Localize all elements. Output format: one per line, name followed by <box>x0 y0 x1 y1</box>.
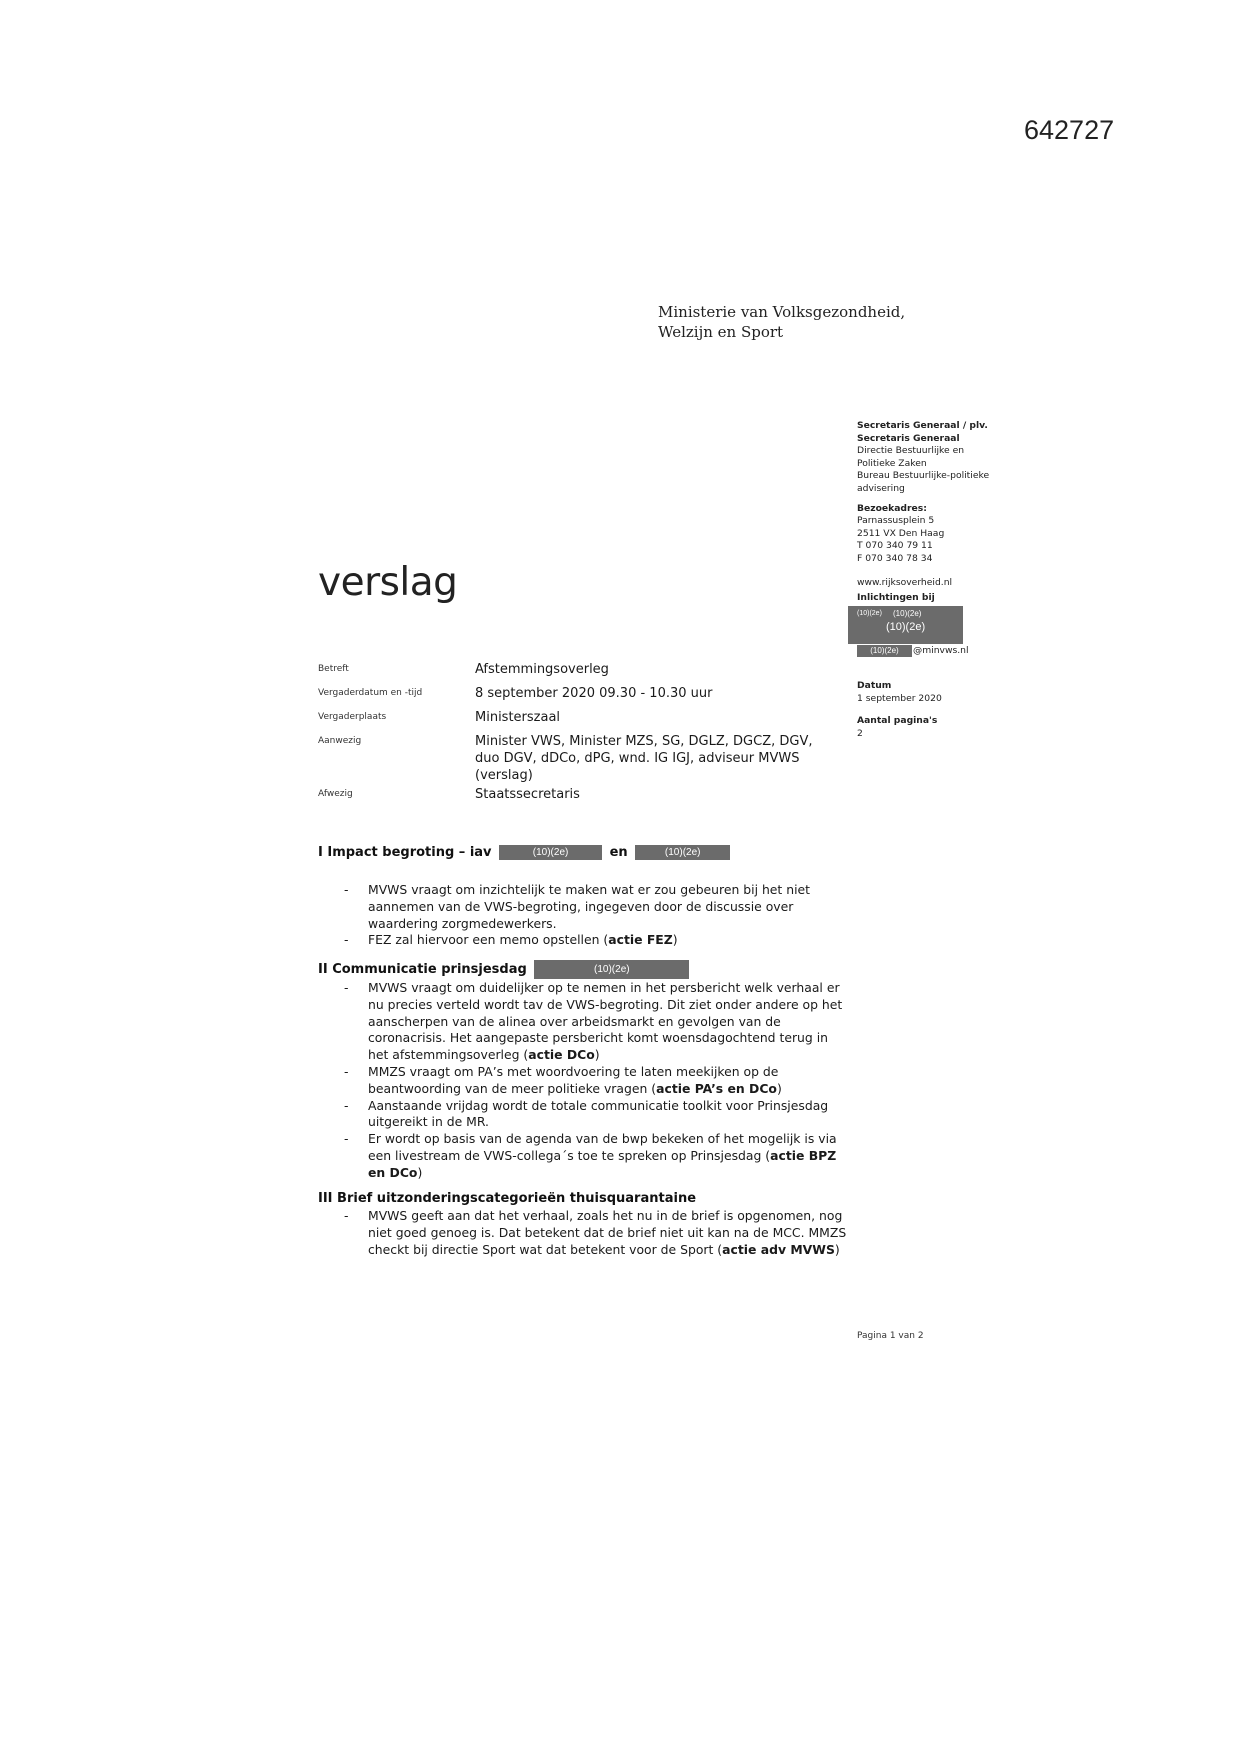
meta-value-present: Minister VWS, Minister MZS, SG, DGLZ, DGCZ, DGV, duo DGV, dDCo, dPG, wnd. IG IGJ, adviseur MVWS (verslag) <box>475 734 813 783</box>
meta-value-location: Ministerszaal <box>475 710 561 725</box>
section-bullets-quarantine <box>340 1208 850 1258</box>
list-item: - Aanstaande vrijdag wordt de totale communicatie toolkit voor Prinsjesdag uitgereikt in de MR. <box>344 1097 829 1130</box>
list-item: - MVWS vraagt om duidelijker op te nemen in het persbericht welk verhaal er nu precies verteld wordt tav de VWS-begroting. Dit ziet onder andere op het aanscherpen van de alinea over arbeidsmarkt en gevolgen van de coronacrisis. Het aangepaste persbericht komt woensdagochtend terug in het afstemmingsoverleg (actie DCo) <box>344 980 843 1063</box>
contact-redaction <box>848 606 963 644</box>
redaction-box: (10)(2e) <box>499 845 602 860</box>
website-link[interactable]: www.rijksoverheid.nl <box>857 576 953 588</box>
email-redaction: (10)(2e) <box>857 645 912 657</box>
section-heading-quarantine <box>318 1191 696 1206</box>
contact-email <box>857 645 969 657</box>
page-number: Pagina 1 van 2 <box>857 1331 924 1341</box>
pages-label: Aantal pagina's <box>857 715 938 727</box>
meta-value-absent: Staatssecretaris <box>475 787 580 802</box>
ministry-line-2: Welzijn en Sport <box>658 323 784 341</box>
pages-value: 2 <box>857 727 863 739</box>
redaction-label: (10)(2e) <box>857 610 882 617</box>
list-item: - MVWS geeft aan dat het verhaal, zoals het nu in de brief is opgenomen, nog niet goed genoeg is. Dat betekent dat de brief niet uit kan na de MCC. MMZS checkt bij directie Sport wat dat betekent voor de Sport (actie adv MVWS) <box>344 1208 847 1257</box>
document-info <box>857 680 1007 740</box>
meta-label-present: Aanwezig <box>318 736 362 746</box>
document-title: verslag <box>318 560 458 605</box>
section-connector: en <box>609 845 628 860</box>
dept-line: Bureau Bestuurlijke-politieke <box>857 470 990 482</box>
dept-line: Directie Bestuurlijke en <box>857 445 965 457</box>
dept-line: Politieke Zaken <box>857 457 927 469</box>
section-title: III Brief uitzonderingscategorieën thuisquarantaine <box>318 1191 697 1206</box>
visit-address-label: Bezoekadres: <box>857 502 927 514</box>
dept-line: Secretaris Generaal <box>857 432 960 444</box>
visit-address-line: 2511 VX Den Haag <box>857 527 945 539</box>
sender-info <box>857 420 1007 605</box>
ministry-name <box>658 302 905 342</box>
email-suffix: @minvws.nl <box>913 645 969 656</box>
date-label: Datum <box>857 680 892 691</box>
meta-label-location: Vergaderplaats <box>318 712 387 722</box>
visit-address-line: Parnassusplein 5 <box>857 515 935 527</box>
redaction-label: (10)(2e) <box>886 621 926 633</box>
phone-line: T 070 340 79 11 <box>857 540 933 552</box>
section-heading-impact <box>318 845 730 860</box>
section-bullets-communication <box>340 980 850 1182</box>
redaction-label: (10)(2e) <box>893 609 922 618</box>
redaction-box: (10)(2e) <box>635 845 730 860</box>
section-title: I Impact begroting – iav <box>318 845 492 860</box>
list-item: - MVWS vraagt om inzichtelijk te maken wat er zou gebeuren bij het niet aannemen van de VWS-begroting, ingegeven door de discussie over waardering zorgmedewerkers. <box>344 882 811 931</box>
meta-value-subject: Afstemmingsoverleg <box>475 662 609 677</box>
meta-label-datetime: Vergaderdatum en -tijd <box>318 688 423 698</box>
meta-label-absent: Afwezig <box>318 789 353 799</box>
meta-value-datetime: 8 september 2020 09.30 - 10.30 uur <box>475 686 713 701</box>
redaction-box: (10)(2e) <box>534 960 689 979</box>
section-heading-communication <box>318 960 689 979</box>
dept-line: Secretaris Generaal / plv. <box>857 420 988 431</box>
list-item: - FEZ zal hiervoor een memo opstellen (actie FEZ) <box>344 932 678 948</box>
list-item: - Er wordt op basis van de agenda van de bwp bekeken of het mogelijk is via een livestream de VWS-collega´s toe te spreken op Prinsjesdag (actie BPZ en DCo) <box>344 1131 837 1180</box>
section-bullets-impact <box>340 882 850 949</box>
document-number: 642727 <box>1024 115 1115 145</box>
dept-line: advisering <box>857 482 905 494</box>
date-value: 1 september 2020 <box>857 692 942 704</box>
list-item: - MMZS vraagt om PA’s met woordvoering te laten meekijken op de beantwoording van de meer politieke vragen (actie PA’s en DCo) <box>344 1063 782 1096</box>
fax-line: F 070 340 78 34 <box>857 552 933 564</box>
meta-label-subject: Betreft <box>318 664 349 674</box>
ministry-line-1: Ministerie van Volksgezondheid, <box>658 303 906 321</box>
section-title: II Communicatie prinsjesdag <box>318 962 527 977</box>
contact-label: Inlichtingen bij <box>857 592 935 604</box>
